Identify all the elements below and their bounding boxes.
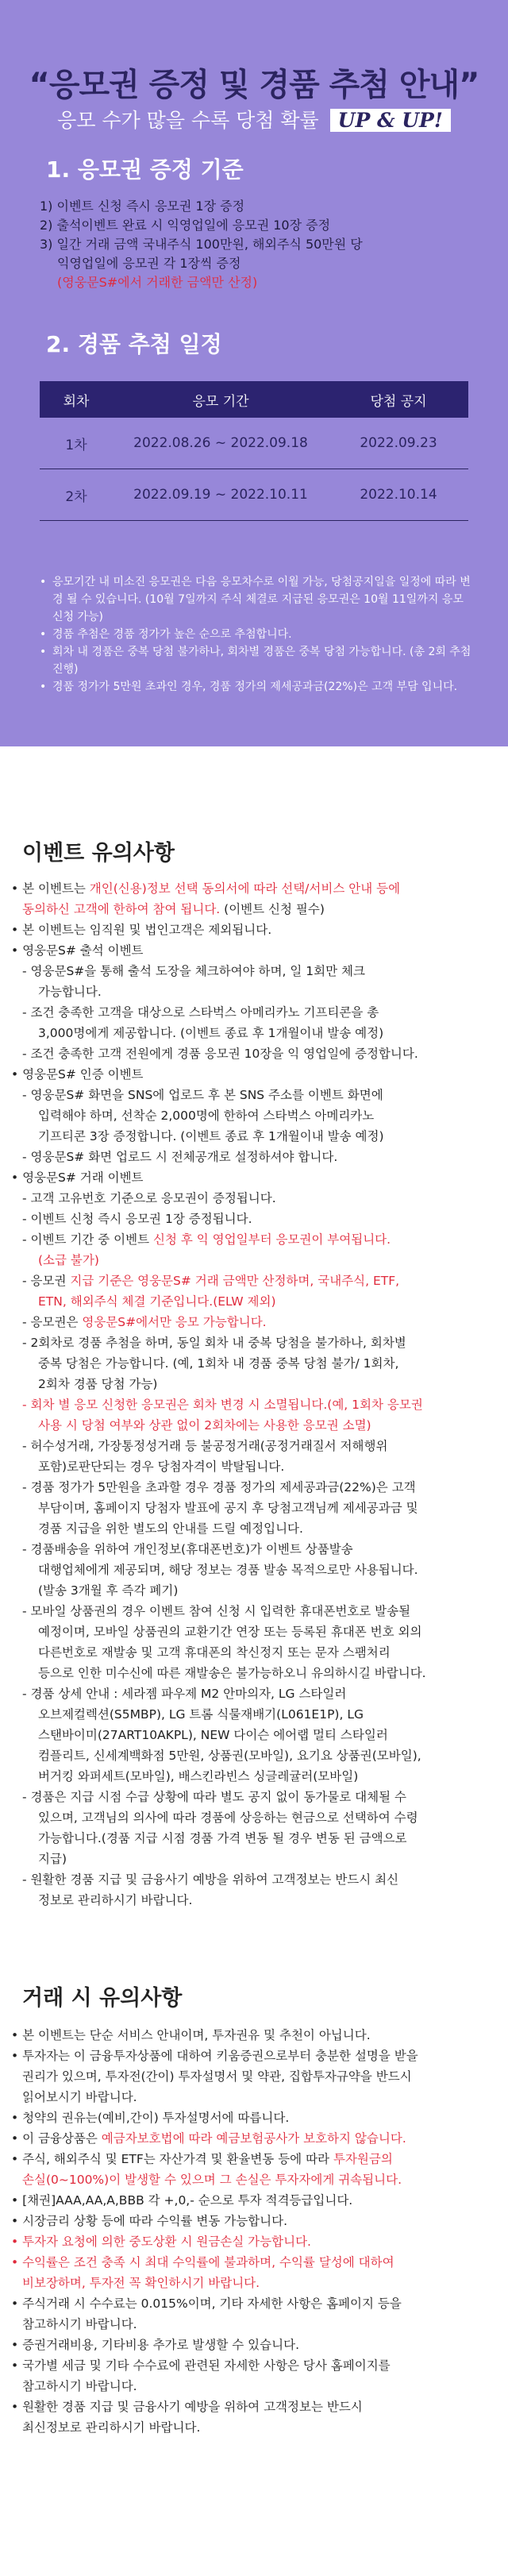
notice-line: 가능합니다. [38, 985, 102, 999]
notice-line: - 2회차로 경품 추첨을 하며, 동일 회차 내 중복 당첨을 불가하나, 회차별 [22, 1336, 406, 1350]
notice-line: • 증권거래비용, 기타비용 추가로 발생할 수 있습니다. [11, 2338, 299, 2352]
notice-line: • 국가별 세금 및 기타 수수료에 관련된 자세한 사항은 당사 홈페이지를 [11, 2358, 391, 2373]
criteria-item: 익영업일에 응모권 각 1장씩 증정 [57, 256, 241, 271]
list-item: • 응모기간 내 미소진 응모권은 다음 응모차수로 이월 가능, 당첨공지일을 일정에 따라 변경 될 수 있습니다. (10월 7일까지 주식 체결로 지급된 응모권은 10월 11일까지 응모 신청 가능) [40, 573, 472, 626]
notice-line: - 영웅문S# 화면 업로드 시 전체공개로 설정하셔야 합니다. [22, 1150, 338, 1164]
page-subtitle [0, 105, 508, 133]
notice-line: 오브제컬렉션(S5MBP), LG 트롬 식물재배기(L061E1P), LG [38, 1707, 364, 1722]
notice-line: • 청약의 권유는(예비,간이) 투자설명서에 따릅니다. [11, 2111, 290, 2125]
notice-line: 3,000명에게 제공합니다. (이벤트 종료 후 1개월이내 발송 예정) [38, 1026, 384, 1040]
trade-notice-heading: 거래 시 유의사항 [22, 1986, 183, 2011]
cell-round: 2차 [40, 469, 113, 521]
col-period: 응모 기간 [113, 381, 329, 418]
notice-line: • 주식거래 시 수수료는 0.015%이며, 기타 자세한 사항은 홈페이지 등을 [11, 2296, 402, 2311]
notice-line: - 영웅문S#을 통해 출석 도장을 체크하여야 하며, 일 1회만 체크 [22, 964, 365, 978]
section-heading-coupon: 1. 응모권 증정 기준 [46, 156, 244, 183]
notice-line: • 영웅문S# 출석 이벤트 [11, 943, 144, 958]
notice-line: • 본 이벤트는 단순 서비스 안내이며, 투자권유 및 추천이 아닙니다. [11, 2028, 371, 2042]
notice-line: 있으며, 고객님의 의사에 따라 경품에 상응하는 현금으로 선택하여 수령 [38, 1811, 418, 1825]
notice-line: 포함)로판단되는 경우 당첨자격이 박탈됩니다. [38, 1460, 285, 1474]
notice-line: 2회차 경품 당첨 가능) [38, 1377, 158, 1391]
notice-line: - 원활한 경품 지급 및 금융사기 예방을 위하여 고객정보는 반드시 최신 [22, 1872, 399, 1887]
cell-announce: 2022.10.14 [329, 469, 468, 521]
notice-line: - 조건 충족한 고객 전원에게 경품 응모권 10장을 익 영업일에 증정합니다. [22, 1047, 418, 1061]
notice-line: • 투자자 요청에 의한 중도상환 시 원금손실 가능합니다. [11, 2235, 311, 2249]
list-item: • 경품 정가가 5만원 초과인 경우, 경품 정가의 제세공과금(22%)은 고객 부담 입니다. [40, 678, 472, 696]
notice-line: • 원활한 경품 지급 및 금융사기 예방을 위하여 고객정보는 반드시 [11, 2400, 363, 2414]
notice-line: • 영웅문S# 인증 이벤트 [11, 1067, 144, 1082]
notice-line: 스탠바이미(27ART10AKPL), NEW 다이슨 에어랩 멀티 스타일러 [38, 1728, 388, 1742]
notice-line: ETN, 해외주식 체결 기준입니다.(ELW 제외) [38, 1294, 276, 1309]
notice-line: - 이벤트 신청 즉시 응모권 1장 증정됩니다. [22, 1212, 252, 1226]
notice-line: 읽어보시기 바랍니다. [22, 2090, 137, 2104]
notice-line: 최신정보로 관리하시기 바랍니다. [22, 2420, 201, 2435]
event-notice-heading: 이벤트 유의사항 [22, 841, 175, 866]
notice-line: 컴플리트, 신세계백화점 5만원, 상품권(모바일), 요기요 상품권(모바일), [38, 1749, 421, 1763]
notice-line: (발송 3개월 후 즉각 폐기) [38, 1583, 179, 1598]
notice-line: • 본 이벤트는 개인(신용)정보 선택 동의서에 따라 선택/서비스 안내 등에 [11, 881, 401, 896]
notice-line: 동의하신 고객에 한하여 참여 됩니다. (이벤트 신청 필수) [22, 902, 325, 916]
table-row [40, 418, 468, 469]
table-header-row [40, 381, 468, 418]
notice-line: • 시장금리 상황 등에 따라 수익률 변동 가능합니다. [11, 2214, 288, 2228]
notice-line: - 경품은 지급 시점 수급 상황에 따라 별도 공지 없이 동가물로 대체될 수 [22, 1790, 406, 1804]
notice-line: 비보장하며, 투자전 꼭 확인하시기 바랍니다. [22, 2276, 260, 2290]
notice-line: - 응모권은 영웅문S#에서만 응모 가능합니다. [22, 1315, 267, 1329]
notice-line: - 모바일 상품권의 경우 이벤트 참여 신청 시 입력한 휴대폰번호로 발송될 [22, 1604, 411, 1618]
schedule-notes [40, 573, 472, 696]
notice-line: • 영웅문S# 거래 이벤트 [11, 1170, 144, 1185]
cell-announce: 2022.09.23 [329, 418, 468, 469]
table-row [40, 469, 468, 521]
page-title: “응모권 증정 및 경품 추첨 안내” [29, 67, 479, 103]
notice-line: • 주식, 해외주식 및 ETF는 자산가격 및 환율변동 등에 따라 투자원금의 [11, 2152, 393, 2166]
notice-line: 입력해야 하며, 선착순 2,000명에 한하여 스타벅스 아메리카노 [38, 1109, 375, 1123]
notice-line: - 경품 상세 안내 : 세라젬 파우제 M2 안마의자, LG 스타일러 [22, 1687, 347, 1701]
notice-line: • [채권]AAA,AA,A,BBB 각 +,0,- 순으로 투자 적격등급입니다. [11, 2193, 353, 2208]
notice-line: 권리가 있으며, 투자전(간이) 투자설명서 및 약관, 집합투자규약을 반드시 [22, 2069, 412, 2084]
event-notice-body [11, 878, 495, 1911]
list-item: • 회차 내 경품은 중복 당첨 불가하나, 회차별 경품은 중복 당첨 가능합니다. (총 2회 추첨 진행) [40, 643, 472, 678]
col-round: 회차 [40, 381, 113, 418]
notice-line: 참고하시기 바랍니다. [22, 2317, 137, 2331]
notice-line: 지급) [38, 1852, 67, 1866]
notice-line: 부담이며, 홈페이지 당첨자 발표에 공지 후 당첨고객님께 제세공과금 및 [38, 1501, 418, 1515]
notice-line: - 경품 정가가 5만원을 초과할 경우 경품 정가의 제세공과금(22%)은 고객 [22, 1480, 416, 1494]
notice-line: 등으로 인한 미수신에 따른 재발송은 불가능하오니 유의하시길 바랍니다. [38, 1666, 426, 1680]
cell-period: 2022.09.19 ~ 2022.10.11 [113, 469, 329, 521]
notice-line: • 수익률은 조건 충족 시 최대 수익률에 불과하며, 수익률 달성에 대하여 [11, 2255, 394, 2269]
notice-line: • 이 금융상품은 예금자보호법에 따라 예금보험공사가 보호하지 않습니다. [11, 2131, 406, 2146]
notice-line: - 허수성거래, 가장통정성거래 등 불공정거래(공정거래질서 저해행위 [22, 1439, 388, 1453]
trade-notice-body [11, 2025, 495, 2438]
notice-line: 예정이며, 모바일 상품권의 교환기간 연장 또는 등록된 휴대폰 번호 외의 [38, 1625, 422, 1639]
notice-line: 버거킹 와퍼세트(모바일), 배스킨라빈스 싱글레귤러(모바일) [38, 1769, 359, 1784]
notice-line: - 이벤트 기간 중 이벤트 신청 후 익 영업일부터 응모권이 부여됩니다. [22, 1232, 391, 1247]
notice-line: - 회차 별 응모 신청한 응모권은 회차 변경 시 소멸됩니다.(예, 1회차 응모권 [22, 1398, 423, 1412]
notice-line: 정보로 관리하시기 바랍니다. [38, 1893, 193, 1907]
criteria-item: 2) 출석이벤트 완료 시 익영업일에 응모권 10장 증정 [40, 218, 331, 233]
list-item: • 경품 추첨은 경품 정가가 높은 순으로 추첨합니다. [40, 626, 472, 643]
col-announce: 당첨 공지 [329, 381, 468, 418]
notice-line: 대행업체에게 제공되며, 해당 정보는 경품 발송 목적으로만 사용됩니다. [38, 1563, 418, 1577]
notice-line: • 투자자는 이 금융투자상품에 대하여 키움증권으로부터 충분한 설명을 받을 [11, 2049, 418, 2063]
notice-line: 가능합니다.(경품 지급 시점 경품 가격 변동 될 경우 변동 된 금액으로 [38, 1831, 407, 1845]
criteria-item: 3) 일간 거래 금액 국내주식 100만원, 해외주식 50만원 당 [40, 237, 363, 252]
criteria-item: 1) 이벤트 신청 즉시 응모권 1장 증정 [40, 199, 245, 214]
notice-line: 중복 당첨은 가능합니다. (예, 1회차 내 경품 중복 당첨 불가/ 1회차, [38, 1356, 399, 1371]
notice-line: (소급 불가) [38, 1253, 99, 1267]
up-badge: UP & UP! [330, 109, 451, 132]
coupon-criteria-list [40, 197, 484, 292]
cell-round: 1차 [40, 418, 113, 469]
notice-line: 다른번호로 재발송 및 고객 휴대폰의 착신정지 또는 문자 스팸처리 [38, 1645, 391, 1660]
notice-line: 기프티콘 3장 증정합니다. (이벤트 종료 후 1개월이내 발송 예정) [38, 1129, 384, 1143]
notice-line: 사용 시 당첨 여부와 상관 없이 2회차에는 사용한 응모권 소멸) [38, 1418, 371, 1433]
criteria-red-note: (영웅문S#에서 거래한 금액만 산정) [57, 275, 258, 290]
notice-line: - 응모권 지급 기준은 영웅문S# 거래 금액만 산정하며, 국내주식, ETF, [22, 1274, 400, 1288]
schedule-table [40, 381, 468, 521]
subtitle-text: 응모 수가 많을 수록 당첨 확률 [57, 109, 319, 132]
notice-line: - 조건 충족한 고객을 대상으로 스타벅스 아메리카노 기프티콘을 총 [22, 1005, 379, 1020]
notice-line: - 고객 고유번호 기준으로 응모권이 증정됩니다. [22, 1191, 276, 1205]
notice-line: 참고하시기 바랍니다. [22, 2379, 137, 2393]
notice-line: 손실(0~100%)이 발생할 수 있으며 그 손실은 투자자에게 귀속됩니다. [22, 2173, 402, 2187]
notice-line: • 본 이벤트는 임직원 및 법인고객은 제외됩니다. [11, 923, 272, 937]
section-heading-schedule: 2. 경품 추첨 일정 [46, 331, 222, 357]
notice-line: - 영웅문S# 화면을 SNS에 업로드 후 본 SNS 주소를 이벤트 화면에 [22, 1088, 383, 1102]
cell-period: 2022.08.26 ~ 2022.09.18 [113, 418, 329, 469]
notice-line: 경품 지급을 위한 별도의 안내를 드릴 예정입니다. [38, 1521, 303, 1536]
notice-line: - 경품배송을 위하여 개인정보(휴대폰번호)가 이벤트 상품발송 [22, 1542, 353, 1556]
